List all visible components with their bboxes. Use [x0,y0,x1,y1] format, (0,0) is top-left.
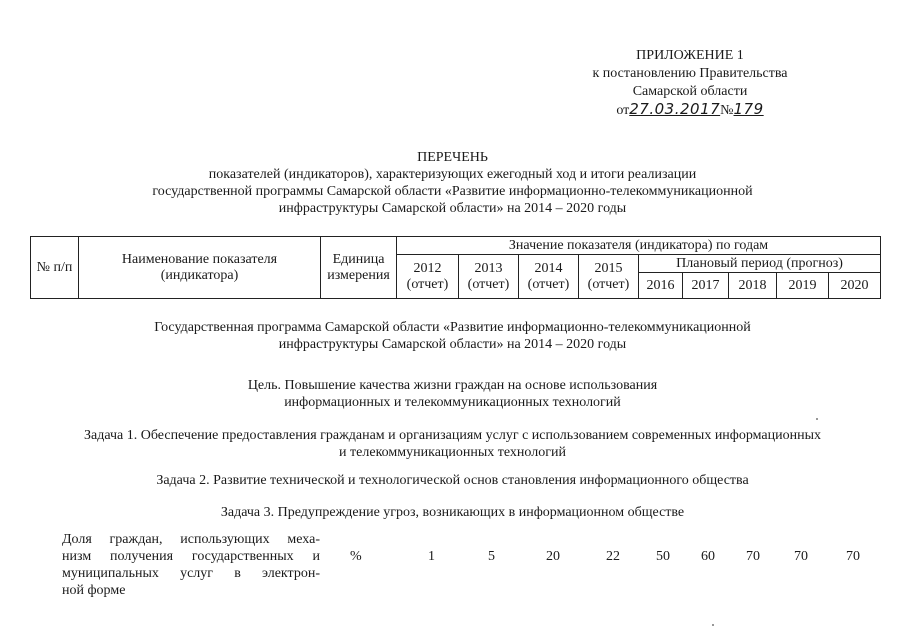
indicator-value-2013: 5 [488,549,495,564]
col-name-header [79,237,321,299]
year-2017-header: 2017 [683,273,729,299]
indicator-name-line-2: низм получения государственных и [62,549,320,564]
scan-speck [816,418,818,420]
indicator-value-2012: 1 [428,549,435,564]
year-2016-header: 2016 [639,273,683,299]
goal [0,377,905,411]
indicator-value-2018: 70 [746,549,760,564]
indicator-unit: % [350,549,362,564]
scan-speck [712,624,714,626]
task-2: Задача 2. Развитие технической и технологической основ становления информационного общества [156,473,749,488]
number-prefix: № [720,103,734,118]
title-heading: ПЕРЕЧЕНЬ [417,150,488,165]
year-2013-header [459,255,519,299]
year-2018-header: 2018 [729,273,777,299]
task-1 [0,427,905,461]
indicator-value-2016: 50 [656,549,670,564]
col-unit-header [321,237,397,299]
indicator-name-line-1: Доля граждан, использующих меха- [62,532,320,547]
col-unit-line-1: Единица [332,251,385,267]
title-line-2: государственной программы Самарской области «Развитие информационно-телекоммуникационной [152,184,753,199]
year-2012-header [397,255,459,299]
indicator-name-line-3: муниципальных услуг в электрон- [62,566,320,581]
year-label: 2013 [474,260,503,276]
program-line-2: инфраструктуры Самарской области» на 2014 – 2020 годы [278,337,627,352]
year-2015-header [579,255,639,299]
title-line-1: показателей (индикаторов), характеризующих ежегодный ход и итоги реализации [208,167,697,182]
indicator-value-2015: 22 [606,549,620,564]
indicator-table-header [30,236,881,299]
task-1-line-2: и телекоммуникационных технологий [339,445,566,460]
appendix-date-line [560,101,820,119]
indicator-name [62,531,320,599]
number-handwritten: 179 [733,100,764,118]
year-2020-header: 2020 [829,273,881,299]
appendix-title: ПРИЛОЖЕНИЕ 1 [636,48,744,63]
appendix-resolution: к постановлению Правительства [592,66,788,81]
indicator-value-2019: 70 [794,549,808,564]
year-note: (отчет) [406,276,449,292]
year-note: (отчет) [527,276,570,292]
planned-period-header: Плановый период (прогноз) [639,255,881,273]
col-name-line-2: (индикатора) [160,267,239,283]
col-name-line-1: Наименование показателя [121,251,278,267]
year-label: 2015 [594,260,623,276]
document-title [0,149,905,217]
col-number-header: № п/п [31,237,79,299]
year-2019-header: 2019 [777,273,829,299]
program-title [0,319,905,353]
program-line-1: Государственная программа Самарской области «Развитие информационно-телекоммуникационной [154,320,751,335]
task-3: Задача 3. Предупреждение угроз, возникающих в информационном обществе [220,505,685,520]
date-prefix: от [616,103,630,118]
year-note: (отчет) [587,276,630,292]
title-line-3: инфраструктуры Самарской области» на 2014 – 2020 годы [278,201,627,216]
goal-line-1: Цель. Повышение качества жизни граждан на основе использования [247,378,658,393]
goal-line-2: информационных и телекоммуникационных технологий [284,395,621,410]
year-label: 2014 [534,260,563,276]
indicator-value-2020: 70 [846,549,860,564]
year-label: 2012 [413,260,442,276]
indicator-value-2014: 20 [546,549,560,564]
date-handwritten: 27.03.2017 [629,100,721,118]
year-2014-header [519,255,579,299]
appendix-region: Самарской области [632,84,748,99]
year-note: (отчет) [467,276,510,292]
appendix-header [560,47,820,119]
indicator-name-line-4: ной форме [62,583,126,598]
indicator-value-2017: 60 [701,549,715,564]
values-group-header: Значение показателя (индикатора) по годам [397,237,881,255]
col-unit-line-2: измерения [327,267,390,283]
task-1-line-1: Задача 1. Обеспечение предоставления гражданам и организациям услуг с использованием современных информационных [83,428,822,443]
